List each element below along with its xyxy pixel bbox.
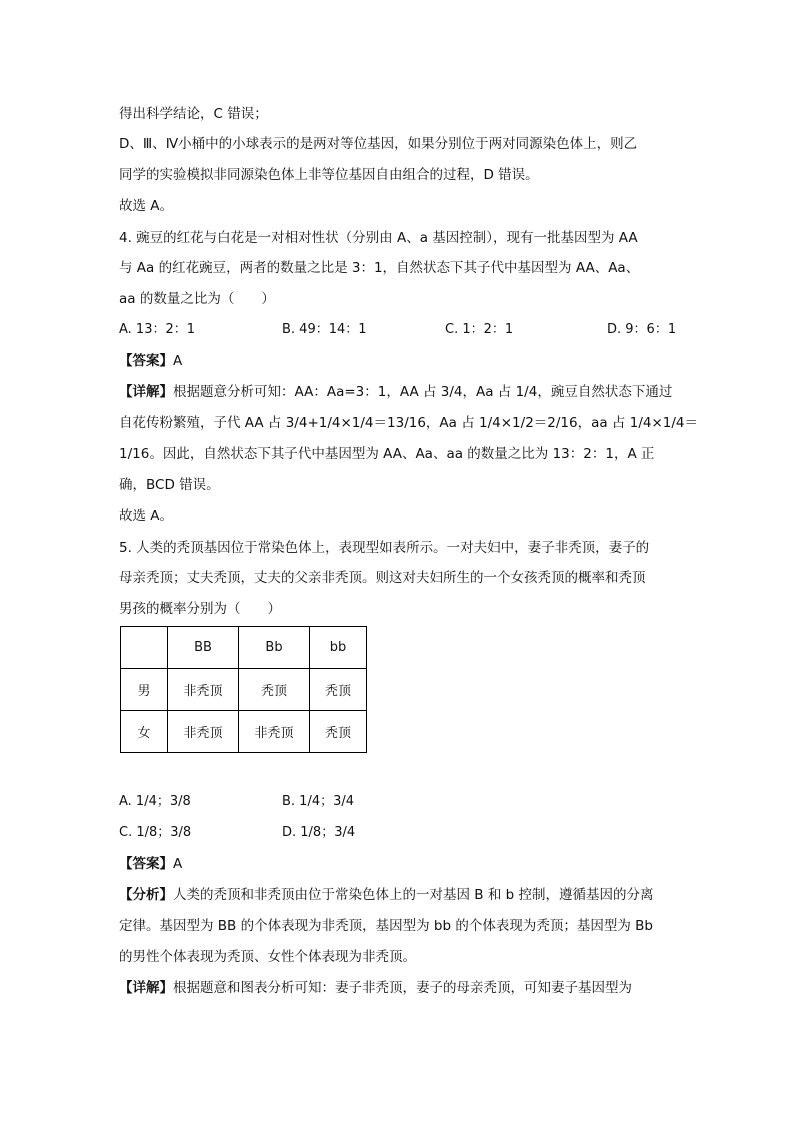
table-header-cell <box>121 627 168 669</box>
q5-option-d: D. 1/8；3/4 <box>282 825 356 840</box>
q5-analysis-line-2: 定律。基因型为 BB 的个体表现为非秃顶，基因型为 bb 的个体表现为秃顶；基因型为 Bb <box>119 918 653 934</box>
q5-stem-line-2: 母亲秃顶；丈夫秃顶，丈夫的父亲非秃顶。则这对夫妇所生的一个女孩秃顶的概率和秃顶 <box>119 570 646 586</box>
q5-analysis-label: 【分析】 <box>119 887 173 903</box>
q5-analysis-line-1 <box>119 886 654 904</box>
q4-detail-line-1 <box>119 383 672 401</box>
q4-option-c: C. 1：2：1 <box>445 322 514 337</box>
table-cell: 男 <box>121 669 168 711</box>
q4-option-d: D. 9：6：1 <box>607 322 677 337</box>
q4-detail-line-2: 自花传粉繁殖，子代 AA 占 3/4+1/4×1/4＝13/16，Aa 占 1/4×1/2＝2/16，aa 占 1/4×1/4＝ <box>119 415 698 431</box>
q4-detail-label: 【详解】 <box>119 384 173 400</box>
q4-answer <box>119 352 182 370</box>
q4-stem-line-2: 与 Aa 的红花豌豆，两者的数量之比是 3：1，自然状态下其子代中基因型为 AA、Aa、 <box>119 260 640 276</box>
q5-analysis-text-1: 人类的秃顶和非秃顶由位于常染色体上的一对基因 B 和 b 控制，遵循基因的分离 <box>173 887 654 903</box>
q5-stem-line-3: 男孩的概率分别为（ ） <box>119 601 281 617</box>
q4-detail-line-4: 确，BCD 错误。 <box>119 477 220 493</box>
prev-text-line-2: D、Ⅲ、Ⅳ小桶中的小球表示的是两对等位基因，如果分别位于两对同源染色体上，则乙 <box>119 136 638 152</box>
q5-option-a: A. 1/4；3/8 <box>119 794 191 809</box>
q4-stem-line-3: aa 的数量之比为（ ） <box>119 291 275 307</box>
prev-text-line-1: 得出科学结论，C 错误； <box>119 106 268 122</box>
q5-answer <box>119 855 182 873</box>
table-cell: 秃顶 <box>310 669 367 711</box>
table-header-cell: Bb <box>239 627 310 669</box>
q4-detail-line-3: 1/16。因此，自然状态下其子代中基因型为 AA、Aa、aa 的数量之比为 13：2：1，A 正 <box>119 446 655 462</box>
phenotype-table <box>120 626 367 753</box>
q5-detail-label: 【详解】 <box>119 980 173 996</box>
q5-option-b: B. 1/4；3/4 <box>282 794 355 809</box>
prev-conclusion: 故选 A。 <box>119 198 174 214</box>
q5-detail-line-1 <box>119 979 632 997</box>
table-header-row <box>121 627 367 669</box>
q5-analysis-line-3: 的男性个体表现为秃顶、女性个体表现为非秃顶。 <box>119 949 416 965</box>
q5-answer-label: 【答案】 <box>119 856 173 872</box>
table-row <box>121 711 367 753</box>
q4-answer-label: 【答案】 <box>119 353 173 369</box>
q4-detail-text-1: 根据题意分析可知：AA：Aa=3：1，AA 占 3/4，Aa 占 1/4，豌豆自然状态下通过 <box>173 384 673 400</box>
q5-answer-value: A <box>173 856 183 872</box>
table-cell: 非秃顶 <box>168 669 239 711</box>
table-cell: 秃顶 <box>310 711 367 753</box>
q4-answer-value: A <box>173 353 183 369</box>
table-cell: 秃顶 <box>239 669 310 711</box>
q5-detail-text-1: 根据题意和图表分析可知：妻子非秃顶，妻子的母亲秃顶，可知妻子基因型为 <box>173 980 632 996</box>
table-cell: 非秃顶 <box>168 711 239 753</box>
table-header-cell: bb <box>310 627 367 669</box>
table-cell: 非秃顶 <box>239 711 310 753</box>
q4-conclusion: 故选 A。 <box>119 508 174 524</box>
q5-option-c: C. 1/8；3/8 <box>119 825 192 840</box>
table-header-cell: BB <box>168 627 239 669</box>
q4-option-b: B. 49：14：1 <box>282 322 367 337</box>
table-row <box>121 669 367 711</box>
q4-stem-line-1: 4. 豌豆的红花与白花是一对相对性状（分别由 A、a 基因控制），现有一批基因型为 AA <box>119 230 638 246</box>
q4-option-a: A. 13：2：1 <box>119 322 196 337</box>
prev-text-line-3: 同学的实验模拟非同源染色体上非等位基因自由组合的过程，D 错误。 <box>119 167 539 183</box>
table-cell: 女 <box>121 711 168 753</box>
q5-stem-line-1: 5. 人类的秃顶基因位于常染色体上，表现型如表所示。一对夫妇中，妻子非秃顶，妻子的 <box>119 540 650 556</box>
